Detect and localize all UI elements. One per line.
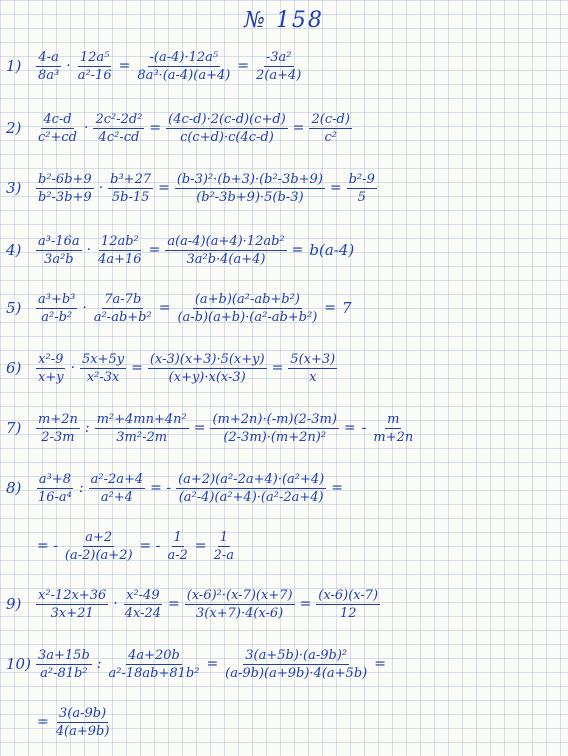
operator: ·	[82, 300, 87, 316]
denominator: x+y	[38, 369, 64, 385]
numerator: a³+b³	[38, 291, 76, 307]
problem-number: 5)	[6, 299, 22, 317]
problem-number: 10)	[6, 655, 31, 673]
numerator: 4a+20b	[128, 647, 180, 663]
fraction	[93, 111, 144, 146]
operator: =	[148, 242, 161, 258]
fraction	[36, 351, 66, 386]
operator: =	[237, 58, 250, 74]
fraction	[36, 471, 74, 506]
operator: =	[324, 300, 337, 316]
operator: ·	[84, 120, 89, 136]
numerator: 2(c-d)	[311, 111, 350, 127]
operator: :	[78, 480, 84, 496]
fraction	[96, 233, 143, 268]
operator: ·	[98, 180, 104, 196]
numerator: b²-6b+9	[38, 171, 92, 187]
operator: =	[374, 656, 386, 672]
fraction	[123, 587, 163, 622]
denominator: 5b-15	[111, 189, 150, 205]
numerator: 5(x+3)	[290, 351, 336, 367]
denominator: a²-18ab+81b²	[108, 665, 200, 681]
fraction	[166, 111, 288, 146]
denominator: (a-b)(a+b)·(a²-ab+b²)	[177, 309, 318, 325]
fraction	[347, 171, 377, 206]
operator: =	[131, 360, 143, 376]
problem-number: 9)	[6, 595, 22, 613]
fraction	[54, 705, 112, 740]
numerator: x²-49	[126, 587, 160, 603]
operator: =	[206, 656, 219, 672]
numerator: (4c-d)·2(c-d)(c+d)	[168, 111, 286, 127]
numerator: a²-2a+4	[90, 471, 144, 487]
operator: =	[329, 180, 342, 196]
denominator: 2-a	[213, 547, 235, 563]
operator: =	[118, 58, 131, 74]
numerator: -(a-4)·12a⁵	[149, 49, 219, 65]
numerator: 2c²-2d²	[95, 111, 143, 127]
problem-number: 7)	[6, 419, 22, 437]
numerator: (x-6)(x-7)	[318, 587, 379, 603]
numerator: (x-6)²·(x-7)(x+7)	[186, 587, 293, 603]
problem-row	[6, 522, 562, 570]
operator: =	[193, 420, 206, 436]
operator: =	[149, 120, 162, 136]
numerator: 3(a+5b)·(a-9b)²	[245, 647, 348, 663]
fraction	[108, 171, 153, 206]
denominator: (a²-4)(a²+4)·(a²-2a+4)	[178, 489, 324, 505]
denominator: a-2	[167, 547, 188, 563]
fraction	[36, 49, 61, 84]
numerator: a+2	[85, 529, 113, 545]
result-expression: b(a-4)	[309, 241, 355, 259]
problem-number: 8)	[6, 479, 22, 497]
fraction	[316, 587, 380, 622]
numerator: m	[387, 411, 400, 427]
fraction	[165, 233, 286, 268]
problem-row	[6, 698, 562, 746]
operator: =	[299, 596, 312, 612]
numerator: (x-3)(x+3)·5(x+y)	[149, 351, 265, 367]
operator: =	[331, 480, 343, 496]
denominator: 8a³·(a-4)(a+4)	[137, 67, 231, 83]
operator: ·	[86, 242, 92, 258]
operator: =	[37, 714, 49, 730]
numerator: 12ab²	[100, 233, 139, 249]
denominator: b²-3b+9	[38, 189, 92, 205]
fraction	[107, 647, 202, 682]
denominator: 2(a+4)	[256, 67, 302, 83]
problem-number: 2)	[6, 119, 22, 137]
fraction	[176, 471, 326, 506]
operator: = -	[139, 538, 161, 554]
fraction	[254, 49, 303, 84]
numerator: (a+b)(a²-ab+b²)	[194, 291, 300, 307]
operator: =	[291, 242, 304, 258]
operator: =	[158, 180, 170, 196]
denominator: a²+4	[100, 489, 133, 505]
operator: = -	[150, 480, 172, 496]
fraction	[223, 647, 369, 682]
operator: =	[292, 120, 305, 136]
fraction	[309, 111, 351, 146]
fraction	[36, 291, 77, 326]
denominator: 3a²b·4(a+4)	[186, 251, 266, 267]
numerator: 12a⁵	[79, 49, 110, 65]
operator: :	[84, 420, 90, 436]
numerator: -3a²	[265, 49, 292, 65]
numerator: x²-9	[38, 351, 64, 367]
operator: ·	[113, 596, 118, 612]
operator: =	[343, 420, 356, 436]
fraction	[371, 411, 415, 446]
fraction	[76, 49, 114, 84]
denominator: c²+cd	[38, 129, 77, 145]
denominator: (2-3m)·(m+2n)²	[223, 429, 327, 445]
numerator: 3(a-9b)	[58, 705, 107, 721]
denominator: 3m²-2m	[116, 429, 168, 445]
fraction	[95, 411, 189, 446]
fraction	[92, 291, 154, 326]
fraction	[36, 233, 82, 268]
fraction	[165, 529, 189, 564]
numerator: m+2n	[38, 411, 78, 427]
numerator: 3a+15b	[38, 647, 90, 663]
denominator: 3x+21	[50, 605, 94, 621]
numerator: 1	[173, 529, 182, 545]
problem-row	[6, 344, 562, 392]
numerator: a³+8	[38, 471, 72, 487]
denominator: a²-16	[77, 67, 112, 83]
fraction	[36, 111, 79, 146]
fraction	[36, 171, 94, 206]
operator: =	[194, 538, 207, 554]
problem-row	[6, 464, 562, 512]
denominator: 5	[357, 189, 366, 205]
denominator: 4c²-cd	[98, 129, 140, 145]
fraction	[212, 529, 236, 564]
numerator: 7a-7b	[104, 291, 142, 307]
numerator: 4-a	[38, 49, 59, 65]
denominator: (x+y)·x(x-3)	[168, 369, 246, 385]
problem-row	[6, 104, 562, 152]
operator: :	[96, 656, 102, 672]
problem-number: 6)	[6, 359, 22, 377]
numerator: x²-12x+36	[38, 587, 107, 603]
denominator: x	[309, 369, 317, 385]
denominator: 3a²b	[44, 251, 74, 267]
numerator: 1	[219, 529, 228, 545]
denominator: m+2n	[373, 429, 414, 445]
result-expression: 7	[342, 299, 352, 317]
denominator: (b²-3b+9)·5(b-3)	[196, 189, 304, 205]
operator: =	[271, 360, 284, 376]
numerator: (b-3)²·(b+3)·(b²-3b+9)	[176, 171, 323, 187]
numerator: b³+27	[110, 171, 152, 187]
fraction	[288, 351, 337, 386]
denominator: a²-ab+b²	[93, 309, 152, 325]
problem-row	[6, 580, 562, 628]
problem-number: 1)	[6, 57, 22, 75]
denominator: 3(x+7)·4(x-6)	[196, 605, 284, 621]
fraction	[63, 529, 135, 564]
fraction	[80, 351, 126, 386]
denominator: 2-3m	[41, 429, 75, 445]
denominator: 4a+16	[98, 251, 142, 267]
fraction	[36, 647, 92, 682]
denominator: x²-3x	[86, 369, 120, 385]
denominator: 4(a+9b)	[55, 723, 110, 739]
page-title: № 158	[244, 8, 324, 33]
denominator: a²-81b²	[40, 665, 88, 681]
fraction	[36, 587, 108, 622]
fraction	[36, 411, 80, 446]
problem-number: 4)	[6, 241, 22, 259]
operator: -	[361, 420, 367, 436]
denominator: 16-a⁴	[38, 489, 72, 505]
problem-number: 3)	[6, 179, 22, 197]
problem-row	[6, 164, 562, 212]
denominator: 4x-24	[124, 605, 162, 621]
operator: ·	[66, 58, 71, 74]
fraction	[185, 587, 295, 622]
operator: = -	[37, 538, 58, 554]
fraction	[210, 411, 338, 446]
numerator: b²-9	[348, 171, 375, 187]
denominator: 8a³	[38, 67, 60, 83]
denominator: c(c+d)·c(4c-d)	[180, 129, 274, 145]
numerator: 4c-d	[43, 111, 72, 127]
problem-row	[6, 404, 562, 452]
fraction	[175, 291, 319, 326]
fraction	[148, 351, 267, 386]
fraction	[89, 471, 146, 506]
denominator: a²-b²	[41, 309, 73, 325]
numerator: (m+2n)·(-m)(2-3m)	[212, 411, 337, 427]
numerator: 5x+5y	[82, 351, 125, 367]
numerator: a(a-4)(a+4)·12ab²	[167, 233, 285, 249]
problem-row	[6, 226, 562, 274]
denominator: (a-9b)(a+9b)·4(a+5b)	[225, 665, 368, 681]
operator: =	[158, 300, 171, 316]
denominator: c²	[324, 129, 337, 145]
fraction	[175, 171, 325, 206]
denominator: (a-2)(a+2)	[64, 547, 133, 563]
numerator: (a+2)(a²-2a+4)·(a²+4)	[178, 471, 325, 487]
fraction	[135, 49, 232, 84]
operator: ·	[70, 360, 76, 376]
denominator: 12	[339, 605, 357, 621]
numerator: m²+4mn+4n²	[96, 411, 187, 427]
problem-row	[6, 640, 562, 688]
operator: =	[168, 596, 180, 612]
problem-row	[6, 42, 562, 90]
problem-row	[6, 284, 562, 332]
numerator: a³-16a	[38, 233, 80, 249]
